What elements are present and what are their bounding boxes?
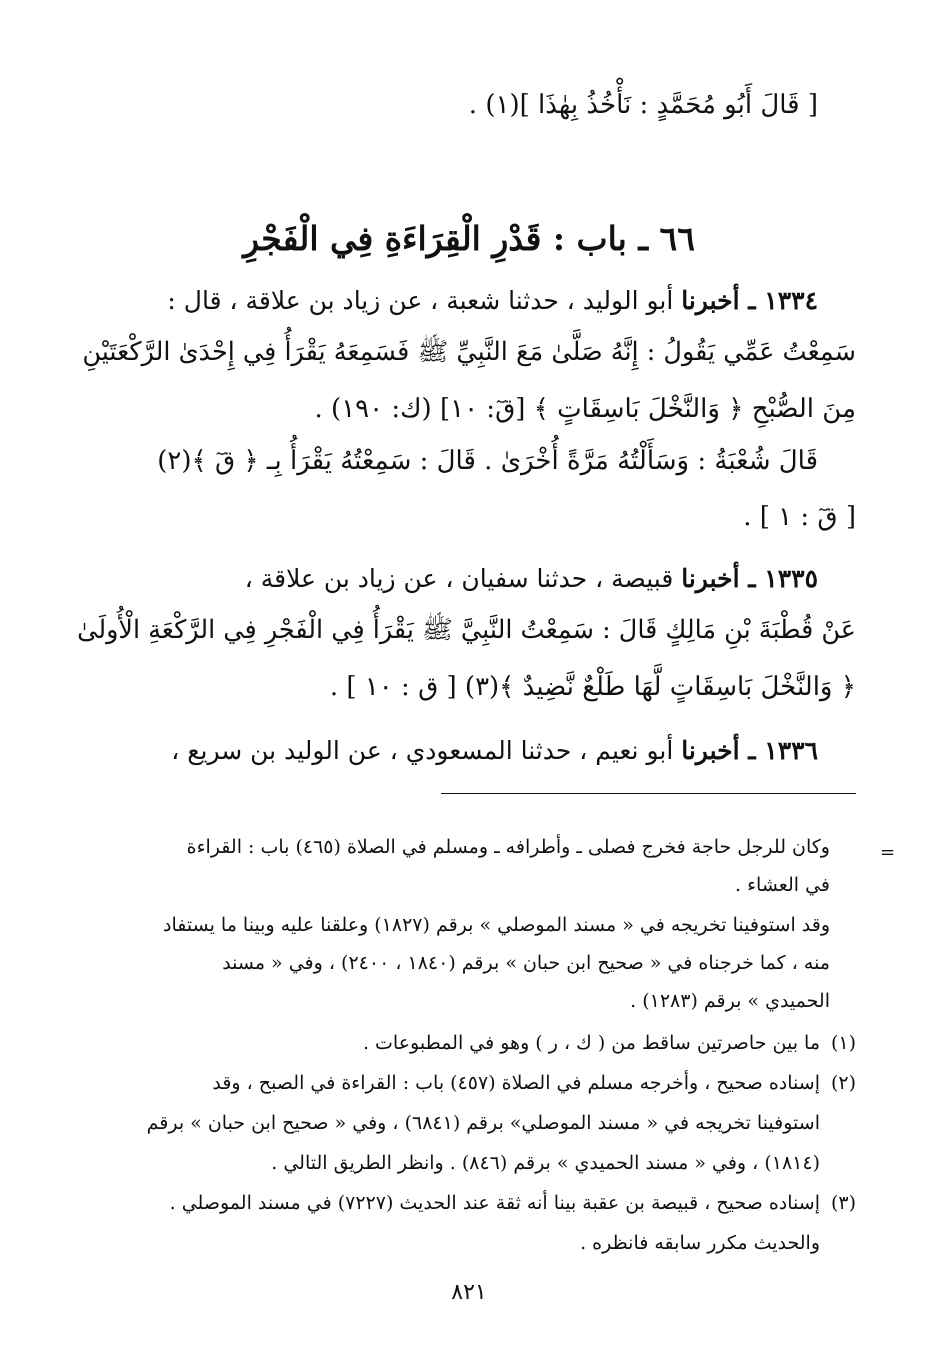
footnote-cont-line3: وقد استوفينا تخريجه في « مسند الموصلي » برقم (١٨٢٧) وعلقنا عليه وبينا ما يستفاد	[163, 914, 830, 936]
hadith-1336-number: ١٣٣٦ ـ أخبرنا	[681, 736, 818, 765]
top-line: [ قَالَ أَبُو مُحَمَّدٍ : نَأْخُذُ بِهٰذَا ](١) .	[468, 90, 818, 120]
hadith-1335-number: ١٣٣٥ ـ أخبرنا	[681, 564, 818, 593]
footnote-cont-line4: منه ، كما خرجناه في « صحيح ابن حبان » برقم (١٨٤٠ ، ٢٤٠٠) ، وفي « مسند	[222, 952, 830, 974]
hadith-1334-line2: سَمِعْتُ عَمِّي يَقُولُ : إِنَّهُ صَلَّىٰ مَعَ النَّبِيِّ ﷺ فَسَمِعَهُ يَقْرَأُ فِي إِحْدَىٰ الرَّكْعَتَيْنِ	[82, 337, 856, 367]
hadith-1334-line1	[78, 288, 818, 313]
hadith-1334-isnad: أبو الوليد ، حدثنا شعبة ، عن زياد بن علاقة ، قال :	[167, 286, 674, 315]
footnote-cont-line2: في العشاء .	[735, 874, 830, 896]
hadith-1334-line4: قَالَ شُعْبَةُ : وَسَأَلْتُهُ مَرَّةً أُخْرَىٰ . قَالَ : سَمِعْتُهُ يَقْرَأُ بِـ ﴿ قٓ ﴾(٢)	[157, 446, 818, 476]
hadith-1336-line1	[78, 738, 818, 763]
footnote-3-line2: والحديث مكرر سابقه فانظره .	[580, 1232, 820, 1254]
hadith-1334-number: ١٣٣٤ ـ أخبرنا	[681, 286, 818, 315]
footnote-2-line3: (١٨١٤) ، وفي « مسند الحميدي » برقم (٨٤٦) . وانظر الطريق التالي .	[271, 1152, 820, 1174]
footnote-cont-line1: وكان للرجل حاجة فخرج فصلى ـ وأطرافه ـ ومسلم في الصلاة (٤٦٥) باب : القراءة	[186, 836, 830, 858]
hadith-1335-line1	[78, 566, 818, 591]
footnote-1-mark: (١)	[830, 1032, 856, 1054]
footnote-2-line1: إسناده صحيح ، وأخرجه مسلم في الصلاة (٤٥٧) باب : القراءة في الصبح ، وقد	[212, 1072, 820, 1094]
footnote-divider	[441, 793, 856, 794]
footnote-cont-line5: الحميدي » برقم (١٢٨٣) .	[630, 990, 830, 1012]
footnote-1-line1: ما بين حاصرتين ساقط من ( ك ، ر ) وهو في المطبوعات .	[362, 1032, 820, 1054]
footnote-2-line2: استوفينا تخريجه في « مسند الموصلي» برقم (٦٨٤١) ، وفي « صحيح ابن حبان » برقم	[146, 1112, 820, 1134]
footnote-2-mark: (٢)	[830, 1072, 856, 1094]
footnote-3-mark: (٣)	[830, 1192, 856, 1214]
hadith-1335-isnad: قبيصة ، حدثنا سفيان ، عن زياد بن علاقة ،	[244, 564, 674, 593]
continuation-mark: =	[880, 842, 896, 863]
page-number: ٨٢١	[451, 1280, 487, 1305]
hadith-1336-isnad: أبو نعيم ، حدثنا المسعودي ، عن الوليد بن سريع ،	[171, 736, 674, 765]
chapter-title: ٦٦ ـ باب : قَدْرِ الْقِرَاءَةِ فِي الْفَجْرِ	[243, 219, 695, 258]
footnote-3-line1: إسناده صحيح ، قبيصة بن عقبة بينا أنه ثقة عند الحديث (٧٢٢٧) في مسند الموصلي .	[169, 1192, 820, 1214]
hadith-1334-line5: [ قٓ : ١ ] .	[743, 502, 856, 532]
hadith-1335-line2: عَنْ قُطْبَةَ بْنِ مَالِكٍ قَالَ : سَمِعْتُ النَّبِيَّ ﷺ يَقْرَأُ فِي الْفَجْرِ فِي الرَّكْعَةِ الْأُولَىٰ	[77, 615, 856, 645]
hadith-1334-line3: مِنَ الصُّبْحِ ﴿ وَالنَّخْلَ بَاسِقَاتٍ ﴾ [قٓ: ١٠] (ك: ١٩٠) .	[314, 394, 856, 424]
hadith-1335-line3: ﴿ وَالنَّخْلَ بَاسِقَاتٍ لَّهَا طَلْعٌ نَّضِيدٌ ﴾(٣) [ ق : ١٠ ] .	[329, 672, 856, 702]
